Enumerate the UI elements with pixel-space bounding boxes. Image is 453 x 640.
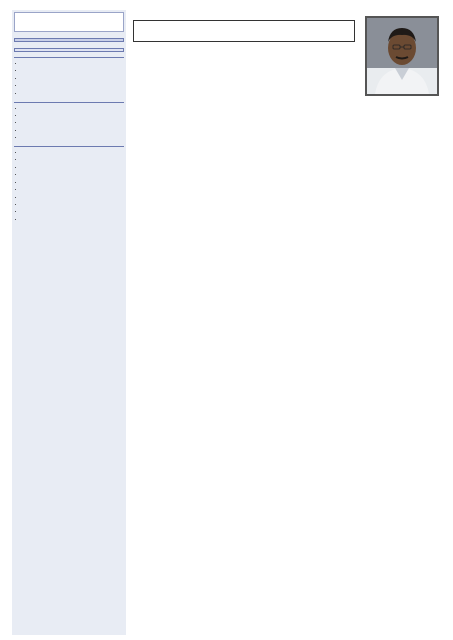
- list-item: [24, 172, 124, 178]
- competency-title: [14, 48, 124, 52]
- list-item: [24, 128, 124, 134]
- list-item: [24, 106, 124, 112]
- list-item: [24, 91, 124, 97]
- list-item: [24, 68, 124, 74]
- list-item: [24, 76, 124, 82]
- list-item: [24, 187, 124, 193]
- portrait-image: [367, 18, 437, 94]
- objective-box: [14, 12, 124, 32]
- list-item: [24, 113, 124, 119]
- list-item: [24, 61, 124, 67]
- list-item: [24, 135, 124, 141]
- functional-title: [14, 144, 124, 147]
- operational-title: [14, 100, 124, 103]
- list-item: [24, 202, 124, 208]
- list-item: [24, 120, 124, 126]
- operational-list: [24, 106, 124, 142]
- list-item: [24, 150, 124, 156]
- managerial-list: [24, 61, 124, 97]
- list-item: [24, 217, 124, 223]
- profile-photo: [365, 16, 439, 96]
- list-item: [24, 195, 124, 201]
- managerial-title: [14, 55, 124, 58]
- sidebar: [12, 10, 126, 635]
- candidate-name: [133, 20, 355, 42]
- list-item: [24, 83, 124, 89]
- list-item: [24, 157, 124, 163]
- expertise-title: [14, 38, 124, 42]
- list-item: [24, 209, 124, 215]
- list-item: [24, 165, 124, 171]
- list-item: [24, 180, 124, 186]
- functional-list: [24, 150, 124, 223]
